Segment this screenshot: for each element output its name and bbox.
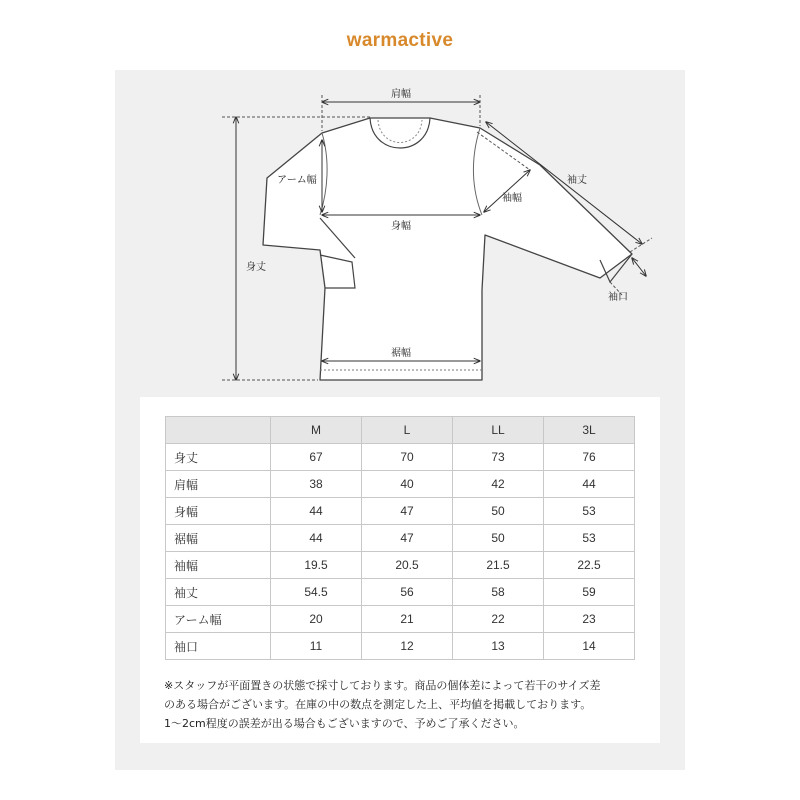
table-cell: 21.5 — [453, 552, 544, 579]
table-cell: 76 — [544, 444, 635, 471]
table-row — [166, 498, 635, 525]
table-cell: 70 — [362, 444, 453, 471]
table-cell: 38 — [271, 471, 362, 498]
label-cuff: 袖口 — [608, 292, 628, 303]
table-cell: 54.5 — [271, 579, 362, 606]
table-cell: 22.5 — [544, 552, 635, 579]
row-label: 身丈 — [166, 444, 271, 471]
size-table — [165, 416, 635, 660]
table-cell: 47 — [362, 498, 453, 525]
row-label: アーム幅 — [166, 606, 271, 633]
table-cell: 13 — [453, 633, 544, 660]
label-hem-width: 裾幅 — [391, 348, 411, 359]
table-cell: 44 — [544, 471, 635, 498]
row-label: 袖幅 — [166, 552, 271, 579]
row-label: 袖丈 — [166, 579, 271, 606]
label-sleeve-width: 袖幅 — [502, 193, 522, 204]
table-cell: 53 — [544, 498, 635, 525]
col-header: LL — [453, 417, 544, 444]
size-table-header — [166, 417, 635, 444]
row-label: 袖口 — [166, 633, 271, 660]
label-arm-width: アーム幅 — [277, 175, 317, 186]
table-cell: 19.5 — [271, 552, 362, 579]
table-cell: 40 — [362, 471, 453, 498]
table-cell: 56 — [362, 579, 453, 606]
table-cell: 44 — [271, 525, 362, 552]
note-line: のある場合がございます。在庫の中の数点を測定した上、平均値を掲載しております。 — [164, 698, 592, 711]
table-cell: 20 — [271, 606, 362, 633]
corner-cell — [166, 417, 271, 444]
shirt-outline — [263, 118, 632, 380]
row-label: 身幅 — [166, 498, 271, 525]
note-line: 1〜2cm程度の誤差が出る場合もございますので、予めご了承ください。 — [164, 717, 525, 730]
table-row — [166, 552, 635, 579]
table-cell: 53 — [544, 525, 635, 552]
table-cell: 22 — [453, 606, 544, 633]
table-row — [166, 606, 635, 633]
brand-logo: warmactive — [346, 30, 454, 51]
row-label: 裾幅 — [166, 525, 271, 552]
table-cell: 58 — [453, 579, 544, 606]
table-cell: 14 — [544, 633, 635, 660]
table-cell: 20.5 — [362, 552, 453, 579]
table-cell: 12 — [362, 633, 453, 660]
col-header: M — [271, 417, 362, 444]
label-body-width: 身幅 — [391, 221, 411, 232]
table-cell: 23 — [544, 606, 635, 633]
label-sleeve-length: 袖丈 — [567, 175, 587, 186]
table-cell: 11 — [271, 633, 362, 660]
row-label: 肩幅 — [166, 471, 271, 498]
note-line: ※スタッフが平面置きの状態で採寸しております。商品の個体差によって若干のサイズ差 — [164, 679, 601, 692]
table-cell: 42 — [453, 471, 544, 498]
table-cell: 47 — [362, 525, 453, 552]
table-row — [166, 525, 635, 552]
table-cell: 44 — [271, 498, 362, 525]
table-cell: 59 — [544, 579, 635, 606]
table-cell: 21 — [362, 606, 453, 633]
measurement-notes — [164, 676, 644, 733]
label-body-length: 身丈 — [246, 262, 266, 273]
label-shoulder-width: 肩幅 — [391, 89, 411, 100]
table-row — [166, 471, 635, 498]
col-header: 3L — [544, 417, 635, 444]
table-cell: 50 — [453, 525, 544, 552]
table-cell: 67 — [271, 444, 362, 471]
table-cell: 50 — [453, 498, 544, 525]
table-row — [166, 444, 635, 471]
col-header: L — [362, 417, 453, 444]
table-row — [166, 579, 635, 606]
table-cell: 73 — [453, 444, 544, 471]
table-row — [166, 633, 635, 660]
